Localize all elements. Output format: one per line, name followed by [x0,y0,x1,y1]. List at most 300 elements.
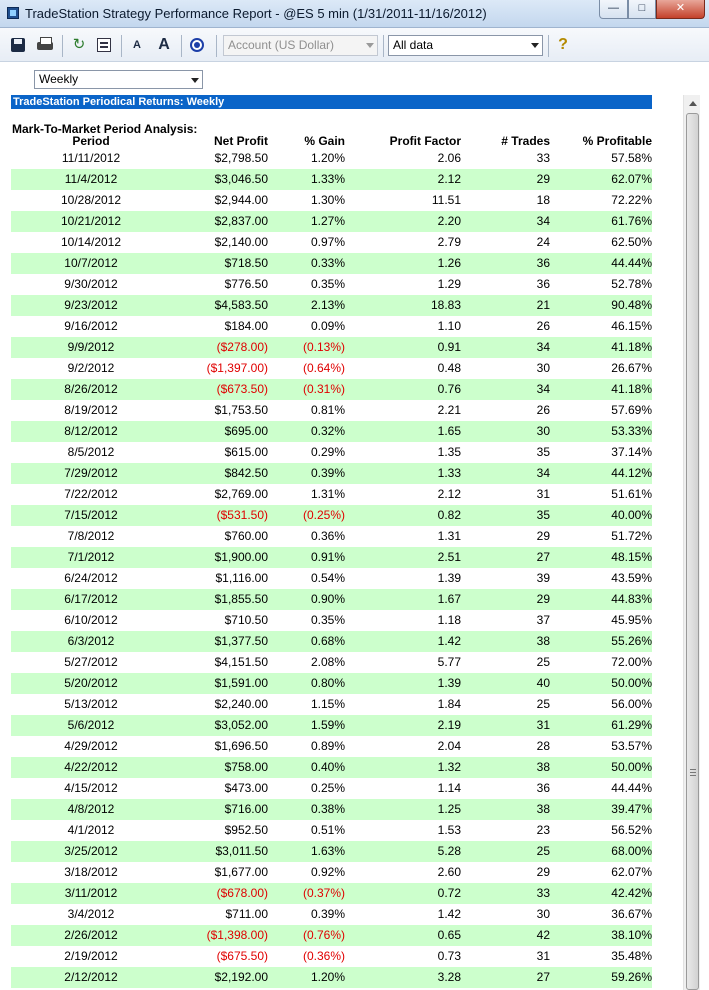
grip-icon [690,769,696,776]
row-net-profit: $615.00 [224,445,268,459]
returns-table [11,134,652,988]
table-row [11,862,652,883]
row-net-profit: $716.00 [171,799,268,820]
row-pct-profitable: 40.00% [550,505,652,526]
row-trades: 31 [461,715,550,736]
row-net-profit: $760.00 [224,529,268,543]
row-period: 5/13/2012 [64,697,118,711]
row-period: 9/16/2012 [64,319,118,333]
table-row [11,757,652,778]
table-row [11,778,652,799]
table-row [11,463,652,484]
row-net-profit: $2,192.00 [171,967,268,988]
row-gain: 0.09% [310,319,345,333]
row-gain: 0.80% [268,673,345,694]
row-gain: 2.08% [310,655,345,669]
row-net-profit: $710.50 [224,613,268,627]
row-profit-factor: 1.25 [345,799,461,820]
row-trades: 27 [461,967,550,988]
table-row [11,526,652,547]
row-gain: 0.36% [310,529,345,543]
row-gain: 0.33% [268,253,345,274]
row-gain: (0.25%) [268,505,345,526]
row-profit-factor: 1.39 [437,571,461,585]
column-header-trades: # Trades [501,134,550,148]
row-trades: 25 [536,655,550,669]
row-pct-profitable: 62.50% [611,235,652,249]
row-pct-profitable: 38.10% [550,925,652,946]
row-pct-profitable: 59.26% [550,967,652,988]
table-row [11,820,652,841]
row-net-profit: $776.50 [224,277,268,291]
row-profit-factor: 0.48 [437,361,461,375]
row-net-profit: $2,140.00 [214,235,268,249]
row-period: 3/11/2012 [11,883,171,904]
column-header-pct-profitable: % Profitable [582,134,652,148]
row-period: 2/26/2012 [11,925,171,946]
row-period: 6/17/2012 [11,589,171,610]
row-period: 5/27/2012 [64,655,118,669]
row-period: 4/29/2012 [64,739,118,753]
row-trades: 36 [536,781,550,795]
row-net-profit: $695.00 [171,421,268,442]
scrollbar-thumb[interactable] [686,113,699,990]
row-gain: 1.59% [268,715,345,736]
row-net-profit: $952.50 [224,823,268,837]
row-net-profit: $718.50 [171,253,268,274]
row-net-profit: $1,753.50 [214,403,268,417]
row-trades: 24 [536,235,550,249]
row-period: 9/2/2012 [67,361,115,375]
row-gain: 0.92% [310,865,345,879]
row-net-profit: $1,591.00 [171,673,268,694]
row-period: 11/11/2012 [61,151,121,165]
table-row [11,715,652,736]
row-net-profit: $1,116.00 [215,571,268,585]
row-trades: 26 [536,403,550,417]
row-trades: 36 [461,253,550,274]
row-pct-profitable: 53.33% [550,421,652,442]
row-pct-profitable: 50.00% [550,757,652,778]
increase-font-icon[interactable]: A [158,36,170,53]
row-net-profit: $4,151.50 [214,655,268,669]
row-gain: 0.54% [310,571,345,585]
row-net-profit: $3,052.00 [171,715,268,736]
row-period: 6/3/2012 [11,631,171,652]
row-pct-profitable: 51.61% [611,487,652,501]
row-trades: 21 [461,295,550,316]
table-row [11,253,652,274]
target-icon[interactable] [188,36,206,54]
row-gain: 1.27% [268,211,345,232]
row-profit-factor: 11.51 [431,193,461,207]
row-trades: 30 [536,361,550,375]
row-profit-factor: 0.76 [345,379,461,400]
row-gain: 1.31% [310,487,345,501]
row-period: 4/1/2012 [67,823,115,837]
row-pct-profitable: 48.15% [550,547,652,568]
row-trades: 36 [536,277,550,291]
minimize-button[interactable]: — [599,0,628,19]
row-net-profit: $1,377.50 [171,631,268,652]
help-icon[interactable]: ? [558,36,568,53]
chevron-down-icon [531,43,539,48]
row-period: 6/24/2012 [64,571,118,585]
row-gain: 0.91% [268,547,345,568]
row-net-profit: ($1,397.00) [206,361,268,375]
row-profit-factor: 1.10 [437,319,461,333]
row-profit-factor: 5.77 [437,655,461,669]
row-net-profit: $1,855.50 [171,589,268,610]
table-row [11,232,652,253]
row-trades: 34 [461,379,550,400]
row-pct-profitable: 61.76% [550,211,652,232]
row-gain: 1.20% [310,151,345,165]
row-period: 2/19/2012 [64,949,118,963]
row-gain: 1.63% [268,841,345,862]
row-pct-profitable: 57.58% [611,151,652,165]
table-row [11,148,652,169]
properties-icon[interactable] [95,36,113,54]
row-gain: 0.35% [310,277,345,291]
row-net-profit: $3,046.50 [171,169,268,190]
row-net-profit: ($675.50) [216,949,268,963]
row-period: 7/22/2012 [64,487,118,501]
table-row [11,505,652,526]
table-row [11,652,652,673]
row-pct-profitable: 44.12% [550,463,652,484]
chevron-down-icon [191,78,199,83]
period-select-value: Weekly [39,72,79,86]
row-profit-factor: 2.21 [437,403,461,417]
row-trades: 30 [461,421,550,442]
row-pct-profitable: 42.42% [550,883,652,904]
row-profit-factor: 1.65 [345,421,461,442]
row-period: 4/8/2012 [11,799,171,820]
title-bar [0,0,709,28]
row-gain: (0.76%) [268,925,345,946]
row-profit-factor: 2.20 [345,211,461,232]
row-pct-profitable: 35.48% [611,949,652,963]
row-period: 7/15/2012 [11,505,171,526]
row-profit-factor: 0.82 [345,505,461,526]
table-row [11,190,652,211]
row-pct-profitable: 52.78% [611,277,652,291]
row-gain: (0.37%) [268,883,345,904]
row-pct-profitable: 61.29% [550,715,652,736]
row-trades: 31 [536,487,550,501]
row-trades: 29 [536,529,550,543]
row-profit-factor: 1.18 [437,613,461,627]
row-period: 6/10/2012 [64,613,118,627]
row-profit-factor: 0.72 [345,883,461,904]
data-range-select[interactable] [388,35,543,56]
row-period: 9/9/2012 [11,337,171,358]
row-pct-profitable: 44.44% [611,781,652,795]
table-row [11,568,652,589]
table-row [11,904,652,925]
row-pct-profitable: 39.47% [550,799,652,820]
row-profit-factor: 2.60 [437,865,461,879]
toolbar-separator [216,35,217,57]
row-pct-profitable: 50.00% [550,673,652,694]
row-trades: 33 [536,151,550,165]
row-pct-profitable: 44.83% [550,589,652,610]
table-row [11,442,652,463]
account-select-value: Account (US Dollar) [228,38,335,52]
row-pct-profitable: 44.44% [550,253,652,274]
window-title: TradeStation Strategy Performance Report - @ES 5 min (1/31/2011-11/16/2012) [25,6,487,21]
row-net-profit: ($678.00) [171,883,268,904]
row-profit-factor: 1.32 [345,757,461,778]
section-header: TradeStation Periodical Returns: Weekly [11,95,652,109]
row-profit-factor: 0.91 [345,337,461,358]
row-pct-profitable: 62.07% [611,865,652,879]
row-trades: 35 [461,505,550,526]
row-trades: 38 [461,757,550,778]
row-period: 5/6/2012 [11,715,171,736]
row-gain: 1.20% [268,967,345,988]
table-header-row [11,134,652,148]
row-net-profit: ($278.00) [171,337,268,358]
row-profit-factor: 1.29 [437,277,461,291]
row-period: 11/4/2012 [11,169,171,190]
row-pct-profitable: 56.52% [611,823,652,837]
row-profit-factor: 3.28 [345,967,461,988]
row-trades: 38 [461,631,550,652]
refresh-icon[interactable]: ↻ [72,36,86,53]
scroll-up-icon[interactable] [686,97,699,111]
save-icon[interactable] [9,36,27,54]
row-pct-profitable: 72.22% [611,193,652,207]
row-period: 3/18/2012 [64,865,118,879]
row-profit-factor: 0.73 [437,949,461,963]
row-profit-factor: 2.04 [437,739,461,753]
row-gain: 0.35% [310,613,345,627]
row-profit-factor: 2.19 [345,715,461,736]
row-period: 7/8/2012 [67,529,115,543]
row-trades: 30 [536,907,550,921]
row-net-profit: ($1,398.00) [171,925,268,946]
row-profit-factor: 1.42 [437,907,461,921]
row-period: 10/14/2012 [60,235,122,249]
row-profit-factor: 1.33 [345,463,461,484]
toolbar-separator [121,35,122,57]
table-row [11,316,652,337]
row-net-profit: $2,837.00 [171,211,268,232]
row-period: 9/23/2012 [11,295,171,316]
row-period: 10/7/2012 [11,253,171,274]
row-trades: 23 [536,823,550,837]
toolbar-separator [548,35,549,57]
row-profit-factor: 1.84 [437,697,461,711]
column-header-gain: % Gain [304,134,345,148]
row-profit-factor: 1.14 [437,781,461,795]
row-gain: 0.89% [310,739,345,753]
vertical-scrollbar[interactable] [683,95,700,990]
row-pct-profitable: 56.00% [611,697,652,711]
row-gain: 0.68% [268,631,345,652]
period-select[interactable] [34,70,203,89]
row-pct-profitable: 26.67% [611,361,652,375]
analysis-title: Mark-To-Market Period Analysis: [12,122,198,136]
row-trades: 28 [536,739,550,753]
row-trades: 34 [461,337,550,358]
row-gain: 0.39% [268,463,345,484]
row-gain: (0.13%) [268,337,345,358]
table-row [11,694,652,715]
table-row [11,883,652,904]
row-trades: 25 [461,841,550,862]
row-profit-factor: 1.42 [345,631,461,652]
table-row [11,589,652,610]
row-net-profit: $3,011.50 [171,841,268,862]
row-period: 10/28/2012 [60,193,122,207]
row-gain: 0.38% [268,799,345,820]
row-pct-profitable: 62.07% [550,169,652,190]
row-profit-factor: 2.79 [437,235,461,249]
row-profit-factor: 1.39 [345,673,461,694]
row-net-profit: $842.50 [171,463,268,484]
row-pct-profitable: 37.14% [611,445,652,459]
row-profit-factor: 2.12 [345,169,461,190]
row-net-profit: $2,944.00 [214,193,268,207]
row-gain: 1.15% [310,697,345,711]
row-gain: 0.51% [310,823,345,837]
decrease-font-icon[interactable]: A [133,39,141,51]
row-trades: 18 [536,193,550,207]
table-row [11,841,652,862]
row-gain: (0.64%) [302,361,345,375]
row-profit-factor: 5.28 [345,841,461,862]
row-profit-factor: 1.31 [437,529,461,543]
row-trades: 37 [536,613,550,627]
row-gain: 1.30% [310,193,345,207]
row-pct-profitable: 51.72% [611,529,652,543]
row-trades: 29 [461,169,550,190]
row-trades: 39 [536,571,550,585]
print-icon[interactable] [36,36,54,54]
table-row [11,274,652,295]
row-profit-factor: 2.51 [345,547,461,568]
row-profit-factor: 1.26 [345,253,461,274]
row-trades: 27 [461,547,550,568]
row-trades: 42 [461,925,550,946]
row-net-profit: $711.00 [225,907,268,921]
row-pct-profitable: 72.00% [611,655,652,669]
table-row [11,169,652,190]
row-pct-profitable: 41.18% [550,379,652,400]
row-trades: 25 [536,697,550,711]
row-period: 8/26/2012 [11,379,171,400]
maximize-button[interactable]: □ [628,0,656,19]
row-trades: 31 [536,949,550,963]
row-pct-profitable: 41.18% [550,337,652,358]
toolbar-separator [383,35,384,57]
row-net-profit: ($673.50) [171,379,268,400]
toolbar-separator [62,35,63,57]
toolbar-separator [181,35,182,57]
row-gain: 0.90% [268,589,345,610]
row-trades: 29 [536,865,550,879]
row-period: 7/29/2012 [11,463,171,484]
table-row [11,799,652,820]
row-period: 4/15/2012 [64,781,118,795]
row-period: 2/12/2012 [11,967,171,988]
column-header-profit-factor: Profit Factor [389,134,461,148]
row-trades: 38 [461,799,550,820]
table-row [11,211,652,232]
row-period: 5/20/2012 [11,673,171,694]
row-net-profit: $2,798.50 [214,151,268,165]
table-row [11,421,652,442]
row-profit-factor: 1.53 [437,823,461,837]
row-gain: 0.39% [310,907,345,921]
row-net-profit: $184.00 [224,319,268,333]
table-row [11,358,652,379]
table-row [11,610,652,631]
row-net-profit: $4,583.50 [171,295,268,316]
column-header-net-profit: Net Profit [214,134,268,148]
account-select[interactable] [223,35,378,56]
row-net-profit: $758.00 [171,757,268,778]
row-pct-profitable: 45.95% [611,613,652,627]
row-profit-factor: 2.06 [437,151,461,165]
row-trades: 29 [461,589,550,610]
row-period: 8/19/2012 [64,403,118,417]
row-pct-profitable: 90.48% [550,295,652,316]
row-period: 7/1/2012 [11,547,171,568]
row-trades: 40 [461,673,550,694]
row-gain: 2.13% [268,295,345,316]
table-row [11,400,652,421]
row-profit-factor: 18.83 [345,295,461,316]
row-net-profit: $1,696.50 [214,739,268,753]
row-period: 10/21/2012 [11,211,171,232]
row-profit-factor: 2.12 [437,487,461,501]
row-trades: 33 [461,883,550,904]
row-gain: (0.31%) [268,379,345,400]
row-pct-profitable: 43.59% [611,571,652,585]
row-net-profit: ($531.50) [171,505,268,526]
table-row [11,337,652,358]
row-net-profit: $473.00 [224,781,268,795]
row-net-profit: $2,240.00 [214,697,268,711]
row-gain: 1.33% [268,169,345,190]
table-row [11,946,652,967]
row-period: 4/22/2012 [11,757,171,778]
row-profit-factor: 1.67 [345,589,461,610]
close-button[interactable]: ✕ [656,0,705,19]
row-trades: 34 [461,211,550,232]
row-net-profit: $1,900.00 [171,547,268,568]
row-profit-factor: 1.35 [437,445,461,459]
row-period: 3/4/2012 [67,907,115,921]
row-profit-factor: 0.65 [345,925,461,946]
row-net-profit: $1,677.00 [214,865,268,879]
row-pct-profitable: 55.26% [550,631,652,652]
row-gain: 0.25% [310,781,345,795]
row-gain: 0.97% [310,235,345,249]
table-row [11,295,652,316]
row-pct-profitable: 53.57% [611,739,652,753]
table-row [11,673,652,694]
row-pct-profitable: 36.67% [611,907,652,921]
row-trades: 26 [536,319,550,333]
row-net-profit: $2,769.00 [214,487,268,501]
data-range-select-value: All data [393,38,434,52]
row-gain: 0.40% [268,757,345,778]
